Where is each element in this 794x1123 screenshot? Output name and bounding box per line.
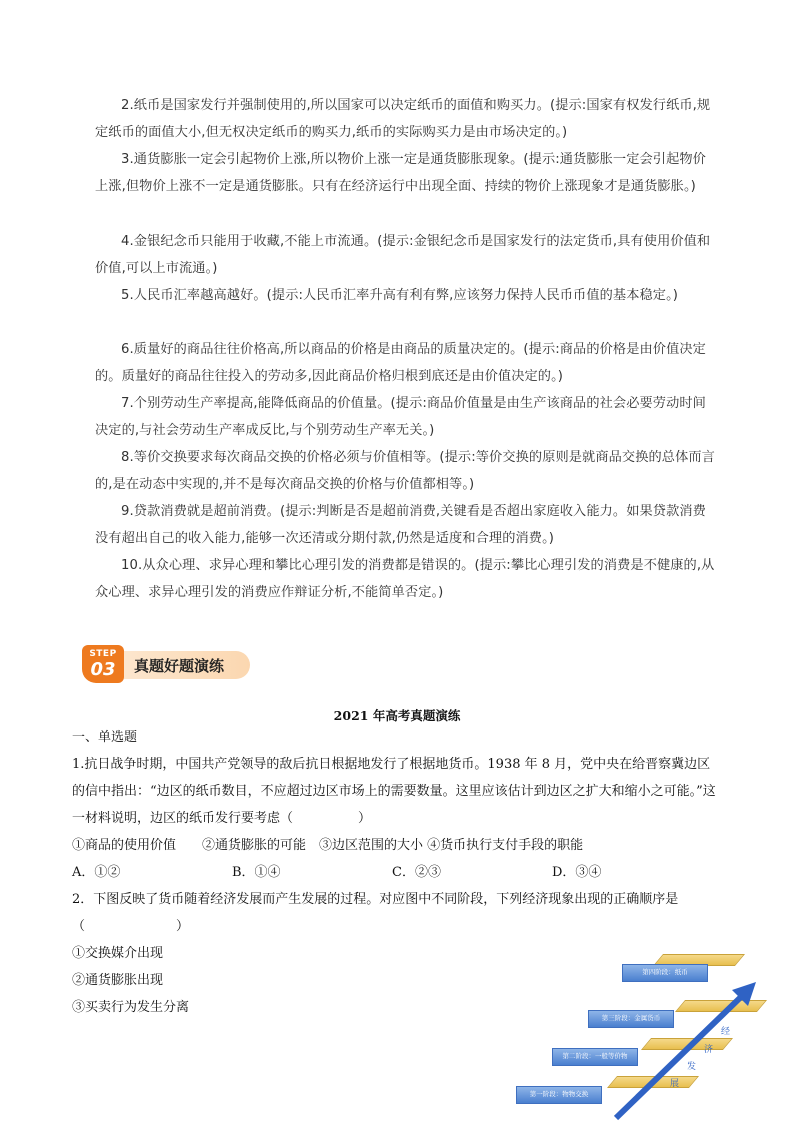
arrow-label-3: 发 — [687, 1062, 697, 1072]
judgement-item-10: 10.从众心理、求异心理和攀比心理引发的消费都是错误的。(提示:攀比心理引发的消费是不健康的,从众心理、求异心理引发的消费应作辩证分析,不能简单否定。) — [95, 558, 715, 600]
judgement-item-6: 6.质量好的商品往往价格高,所以商品的价格是由商品的质量决定的。(提示:商品的价格是由价值决定的。质量好的商品往往投入的劳动多,因此商品价格归根到底还是由价值决定的。) — [95, 342, 706, 384]
stair-step-2: 第二阶段：一般等价物 — [552, 1048, 638, 1066]
judgement-item-8: 8.等价交换要求每次商品交换的价格必须与价值相等。(提示:等价交换的原则是就商品交换的总体而言的,是在动态中实现的,并不是每次商品交换的价格与价值都相等。) — [95, 450, 715, 492]
question-1 — [72, 751, 722, 886]
step-badge-tab — [82, 645, 124, 683]
part-heading: 一、单选题 — [72, 730, 138, 745]
question-2-item-2: ②通货膨胀出现 — [72, 973, 164, 988]
question-1-items: ①商品的使用价值 ②通货膨胀的可能 ③边区范围的大小 ④货币执行支付手段的职能 — [72, 838, 584, 853]
judgement-item-5: 5.人民币汇率越高越好。(提示:人民币汇率升高有利有弊,应该努力保持人民币币值的基本稳定。) — [121, 288, 679, 303]
arrow-label-1: 经 — [721, 1027, 731, 1037]
option-a[interactable]: A．①② — [72, 865, 121, 880]
step-title: 真题好题演练 — [134, 657, 225, 675]
step-number: 03 — [90, 659, 116, 680]
judgement-item-4: 4.金银纪念币只能用于收藏,不能上市流通。(提示:金银纪念币是国家发行的法定货币,具有使用价值和价值,可以上市流通。) — [95, 234, 711, 276]
arrow-label-4: 展 — [670, 1079, 680, 1089]
question-2-stem: 2．下图反映了货币随着经济发展而产生发展的过程。对应图中不同阶段，下列经济现象出现的正确顺序是（ ） — [72, 892, 679, 934]
stair-step-4: 第四阶段：纸币 — [622, 964, 708, 982]
section-title: 2021 年高考真题演练 — [333, 708, 461, 723]
money-development-diagram — [508, 952, 768, 1122]
judgement-item-3: 3.通货膨胀一定会引起物价上涨,所以物价上涨一定是通货膨胀现象。(提示:通货膨胀一定会引起物价上涨,但物价上涨不一定是通货膨胀。只有在经济运行中出现全面、持续的物价上涨现象才是通货膨胀。) — [95, 152, 706, 194]
step-badge — [82, 645, 250, 683]
step-label: STEP — [89, 649, 117, 659]
judgement-item-9: 9.贷款消费就是超前消费。(提示:判断是否是超前消费,关键看是否超出家庭收入能力。如果贷款消费没有超出自己的收入能力,能够一次还清或分期付款,仍然是适度和合理的消费。) — [95, 504, 706, 546]
option-b[interactable]: B．①④ — [232, 865, 281, 880]
question-2-item-3: ③买卖行为发生分离 — [72, 1000, 190, 1015]
option-c[interactable]: C．②③ — [392, 865, 441, 880]
judgement-item-2: 2.纸币是国家发行并强制使用的,所以国家可以决定纸币的面值和购买力。(提示:国家有权发行纸币,规定纸币的面值大小,但无权决定纸币的购买力,纸币的实际购买力是由市场决定的。) — [95, 98, 711, 140]
question-2-item-1: ①交换媒介出现 — [72, 946, 164, 961]
growth-arrow-shaft — [616, 994, 744, 1118]
growth-arrow — [508, 952, 768, 1122]
stair-step-3: 第三阶段：金属货币 — [588, 1010, 674, 1028]
option-d[interactable]: D．③④ — [552, 865, 602, 880]
question-1-stem: 1.抗日战争时期，中国共产党领导的敌后抗日根据地发行了根据地货币。1938 年 8 月，党中央在给晋察冀边区的信中指出：“边区的纸币数目，不应超过边区市场上的需要数量。这里应该估计到边区之扩大和缩小之可能。”这一材料说明，边区的纸币发行要考虑（ ） — [72, 757, 716, 826]
stair-step-1: 第一阶段：物物交换 — [516, 1086, 602, 1104]
judgement-item-7: 7.个别劳动生产率提高,能降低商品的价值量。(提示:商品价值量是由生产该商品的社会必要劳动时间决定的,与社会劳动生产率成反比,与个别劳动生产率无关。) — [95, 396, 706, 438]
arrow-label-2: 济 — [704, 1045, 714, 1055]
question-1-options — [72, 859, 722, 886]
